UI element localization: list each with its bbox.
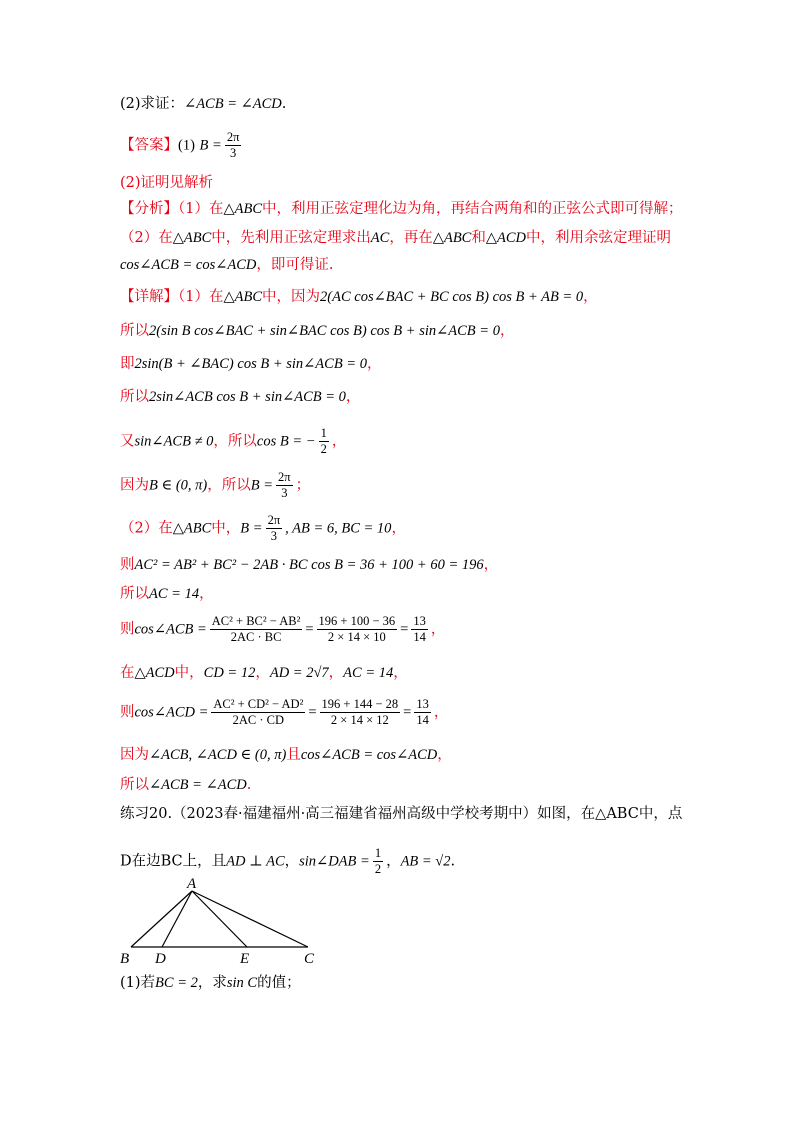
detail-l11-m2: AD = 2√7: [269, 665, 329, 681]
detail-l1-triangle: △ABC: [223, 289, 263, 305]
question-2: [120, 96, 286, 113]
detail-l8-end: ，: [483, 557, 499, 573]
detail-l10-d3: 14: [413, 630, 426, 644]
label-a: A: [187, 876, 197, 892]
detail-l6a: 因为: [120, 477, 149, 494]
detail-l12-frac-2: [320, 697, 401, 728]
detail-l10-end: ，: [430, 621, 446, 638]
label-d: D: [155, 951, 166, 967]
detail-l7-den: 3: [270, 529, 277, 543]
q1-c: 的值；: [257, 975, 301, 991]
detail-l3-math: 2sin(B + ∠BAC) cos B + sin∠ACB = 0: [134, 356, 367, 372]
detail-l6b: ，所以: [207, 477, 251, 494]
exercise-l2-fraction: [373, 846, 383, 877]
detail-l14-math: ∠ACB = ∠ACD: [149, 777, 247, 793]
exercise-l2-lhs: sin∠DAB =: [299, 853, 370, 870]
detail-l13-math2: cos∠ACB = cos∠ACD: [300, 747, 438, 763]
exercise-l2-den: 2: [374, 862, 382, 876]
detail-l7-triangle: △ABC: [172, 520, 212, 537]
q1-m2: sin C: [226, 975, 258, 991]
exercise-l2-num: 1: [374, 846, 382, 860]
q1-b: ，求: [197, 975, 227, 991]
detail-line-14: [120, 777, 251, 794]
detail-l11b: 中，: [174, 665, 204, 681]
answer-2: (2)证明见解析: [120, 175, 214, 191]
analysis-l2b: 中，先利用正弦定理求出: [211, 230, 371, 246]
detail-line-1: [120, 289, 598, 306]
detail-tag: 【详解】: [120, 289, 178, 305]
detail-line-7: [120, 513, 406, 544]
detail-l1b: 中，因为: [262, 289, 321, 305]
answer-num: 2π: [226, 130, 240, 144]
answer-tag: 【答案】: [120, 137, 178, 154]
detail-line-8: [120, 557, 498, 574]
detail-l13-end: ，: [437, 747, 452, 763]
analysis-l1-triangle: △ABC: [223, 201, 263, 217]
detail-l10-n1: AC² + BC² − AB²: [211, 614, 301, 628]
answer-fraction: [225, 130, 242, 161]
detail-l11-triangle: △ACD: [134, 665, 175, 681]
detail-line-12: 则cos∠ACD = $\frac{\text{AC² + CD² − AD²}}{2AC \cdot CD}$ = $\frac{196 + 144 - 28}{2 \times 14 \times 12}$ = $\frac{13}{14}$ ，: [120, 697, 449, 727]
analysis-l1a: （1）在: [178, 201, 224, 217]
analysis-l2c: ，再在: [389, 230, 433, 246]
detail-l5-lhs: cos B = −: [256, 433, 316, 450]
detail-l7b: 中，: [211, 520, 241, 537]
detail-l10-n3: 13: [413, 614, 426, 628]
analysis-l1b: 中，利用正弦定理化边为角，再结合两角和的正弦公式即可得解；: [262, 201, 683, 217]
detail-l6-den: 3: [281, 486, 288, 500]
detail-l14-end: .: [246, 777, 252, 793]
detail-l6-lhs: B =: [250, 477, 274, 494]
detail-l5a: 又: [120, 433, 135, 450]
detail-l12-frac-1: [211, 697, 305, 728]
exercise-l2c: ，: [386, 853, 401, 870]
detail-l8-math: AC² = AB² + BC² − 2AB · BC cos B = 36 + 100 + 60 = 196: [134, 557, 484, 573]
analysis-l2d: 和: [471, 230, 486, 246]
detail-l7-lhs: B =: [240, 520, 263, 537]
triangle-figure: [115, 875, 325, 970]
q2-expr: ∠ACB = ∠ACD: [184, 96, 282, 112]
detail-l11-m3: AC = 14: [343, 665, 394, 681]
detail-l11a: 在: [120, 665, 135, 681]
detail-l6-fraction: [276, 470, 293, 501]
detail-l13b: 且: [286, 747, 301, 763]
detail-l12a: 则: [120, 704, 135, 721]
label-c: C: [304, 951, 315, 967]
detail-l11-end: ，: [393, 665, 408, 681]
detail-l12-d1: 2AC · CD: [232, 713, 285, 727]
segment-ae: [192, 891, 247, 947]
detail-l2a: 所以: [120, 323, 149, 339]
detail-l9-end: ，: [199, 586, 214, 602]
detail-l6-end: ；: [295, 477, 311, 494]
detail-l4a: 所以: [120, 389, 149, 405]
detail-l12-frac-3: [414, 697, 431, 728]
analysis-l2-ac: AC: [370, 230, 390, 246]
analysis-line-2: [120, 230, 671, 247]
detail-line-11: [120, 665, 408, 682]
detail-l14a: 所以: [120, 777, 149, 793]
segment-ad: [162, 891, 192, 947]
detail-line-2: [120, 323, 514, 340]
exercise-line-2: [120, 846, 455, 877]
detail-l10-frac-1: [210, 614, 303, 645]
answer-part1: (1): [178, 137, 195, 154]
segment-ac: [192, 891, 308, 947]
detail-l7-rest: , AB = 6, BC = 10: [285, 520, 392, 537]
q2-end: .: [281, 96, 287, 112]
detail-l13a: 因为: [120, 747, 149, 763]
detail-l4-math: 2sin∠ACB cos B + sin∠ACB = 0: [149, 389, 346, 405]
detail-l10-frac-2: [317, 614, 398, 645]
label-b: B: [120, 951, 130, 967]
detail-l10-lhs: cos∠ACB =: [134, 621, 207, 638]
exercise-l2a: D在边BC上，且: [120, 853, 227, 870]
detail-l12-n1: AC² + CD² − AD²: [213, 697, 304, 711]
detail-line-10: 则cos∠ACB = $\frac{\text{AC² + BC² − AB²}}{2AC \cdot BC}$ = $\frac{196 + 100 - 36}{2 \times 14 \times 10}$ = $\frac{13}{14}$ ，: [120, 614, 446, 644]
exercise-l2-m2: AB = √2: [400, 853, 451, 870]
detail-l5b: ，所以: [213, 433, 257, 450]
detail-l2-end: ，: [499, 323, 515, 339]
detail-l7a: （2）在: [120, 520, 173, 537]
detail-l10-d1: 2AC · BC: [230, 630, 282, 644]
detail-l7-fraction: [266, 513, 283, 544]
exercise-l2-m1: AD ⊥ AC: [226, 853, 285, 870]
detail-line-3: [120, 356, 381, 373]
segment-ab: [131, 891, 192, 947]
detail-l8a: 则: [120, 557, 135, 573]
detail-l12-end: ，: [433, 704, 449, 721]
analysis-l2-triangle-2: △ABC: [432, 230, 472, 246]
answer-lhs: B =: [199, 137, 222, 154]
analysis-l2e: 中，利用余弦定理证明: [526, 230, 672, 246]
q2-label: (2)求证：: [120, 96, 185, 112]
detail-l10-n2: 196 + 100 − 36: [318, 614, 396, 628]
q1-a: (1)若: [120, 975, 156, 991]
detail-l12-d3: 14: [416, 713, 429, 727]
exercise-l2-end: .: [450, 853, 456, 870]
label-e: E: [240, 951, 250, 967]
detail-l11-m1: CD = 12: [203, 665, 256, 681]
analysis-l2a: （2）在: [120, 230, 173, 246]
detail-l5-num: 1: [320, 426, 327, 440]
detail-l11c: ，: [255, 665, 270, 681]
detail-l1-math: 2(AC cos∠BAC + BC cos B) cos B + AB = 0: [320, 289, 584, 305]
detail-l12-lhs: cos∠ACD =: [134, 704, 209, 721]
detail-l3-end: ，: [366, 356, 382, 372]
detail-l13-math: ∠ACB, ∠ACD ∈ (0, π): [149, 747, 287, 763]
answer-line: [120, 130, 244, 161]
detail-l7-num: 2π: [267, 513, 281, 527]
analysis-line-3: [120, 257, 334, 274]
detail-l2-math: 2(sin B cos∠BAC + sin∠BAC cos B) cos B + sin∠ACB = 0: [149, 323, 500, 339]
exercise-l2b: ，: [284, 853, 300, 870]
detail-l1-end: ，: [583, 289, 598, 305]
detail-l5-den: 2: [320, 442, 327, 456]
detail-l11d: ，: [328, 665, 344, 681]
exercise-line-1: 练习20.（2023春·福建福州·高三福建省福州高级中学校考期中）如图，在△ABC中，点: [120, 806, 683, 822]
analysis-tag: 【分析】: [120, 201, 178, 217]
detail-l10-frac-3: [411, 614, 428, 645]
detail-l6-math: B ∈ (0, π): [149, 477, 208, 494]
detail-line-6: [120, 470, 310, 501]
detail-l10-d2: 2 × 14 × 10: [327, 630, 386, 644]
detail-line-9: [120, 586, 214, 603]
detail-l9-math: AC = 14: [149, 586, 200, 602]
detail-l1a: （1）在: [178, 289, 224, 305]
detail-l7-end: ，: [391, 520, 406, 537]
detail-l9a: 所以: [120, 586, 149, 602]
question-1: [120, 975, 301, 992]
analysis-l3b: ，即可得证.: [256, 257, 334, 273]
q1-m1: BC = 2: [155, 975, 198, 991]
analysis-l2-triangle: △ABC: [172, 230, 212, 246]
detail-l12-d2: 2 × 14 × 12: [330, 713, 389, 727]
answer-den: 3: [229, 146, 237, 160]
detail-l6-num: 2π: [278, 470, 291, 484]
detail-l3a: 即: [120, 356, 135, 372]
detail-l5-fraction: [319, 426, 329, 457]
detail-line-13: [120, 747, 452, 764]
detail-line-5: [120, 426, 346, 457]
analysis-l2-triangle-3: △ACD: [485, 230, 527, 246]
detail-l4-end: ，: [345, 389, 361, 405]
detail-line-4: [120, 389, 360, 406]
detail-l5-math: sin∠ACB ≠ 0: [134, 433, 214, 450]
detail-l5-end: ，: [331, 433, 347, 450]
analysis-l3-math: cos∠ACB = cos∠ACD: [120, 257, 257, 273]
detail-l12-n3: 13: [416, 697, 429, 711]
detail-l10a: 则: [120, 621, 135, 638]
detail-l12-n2: 196 + 144 − 28: [321, 697, 399, 711]
analysis-line-1: [120, 201, 683, 218]
